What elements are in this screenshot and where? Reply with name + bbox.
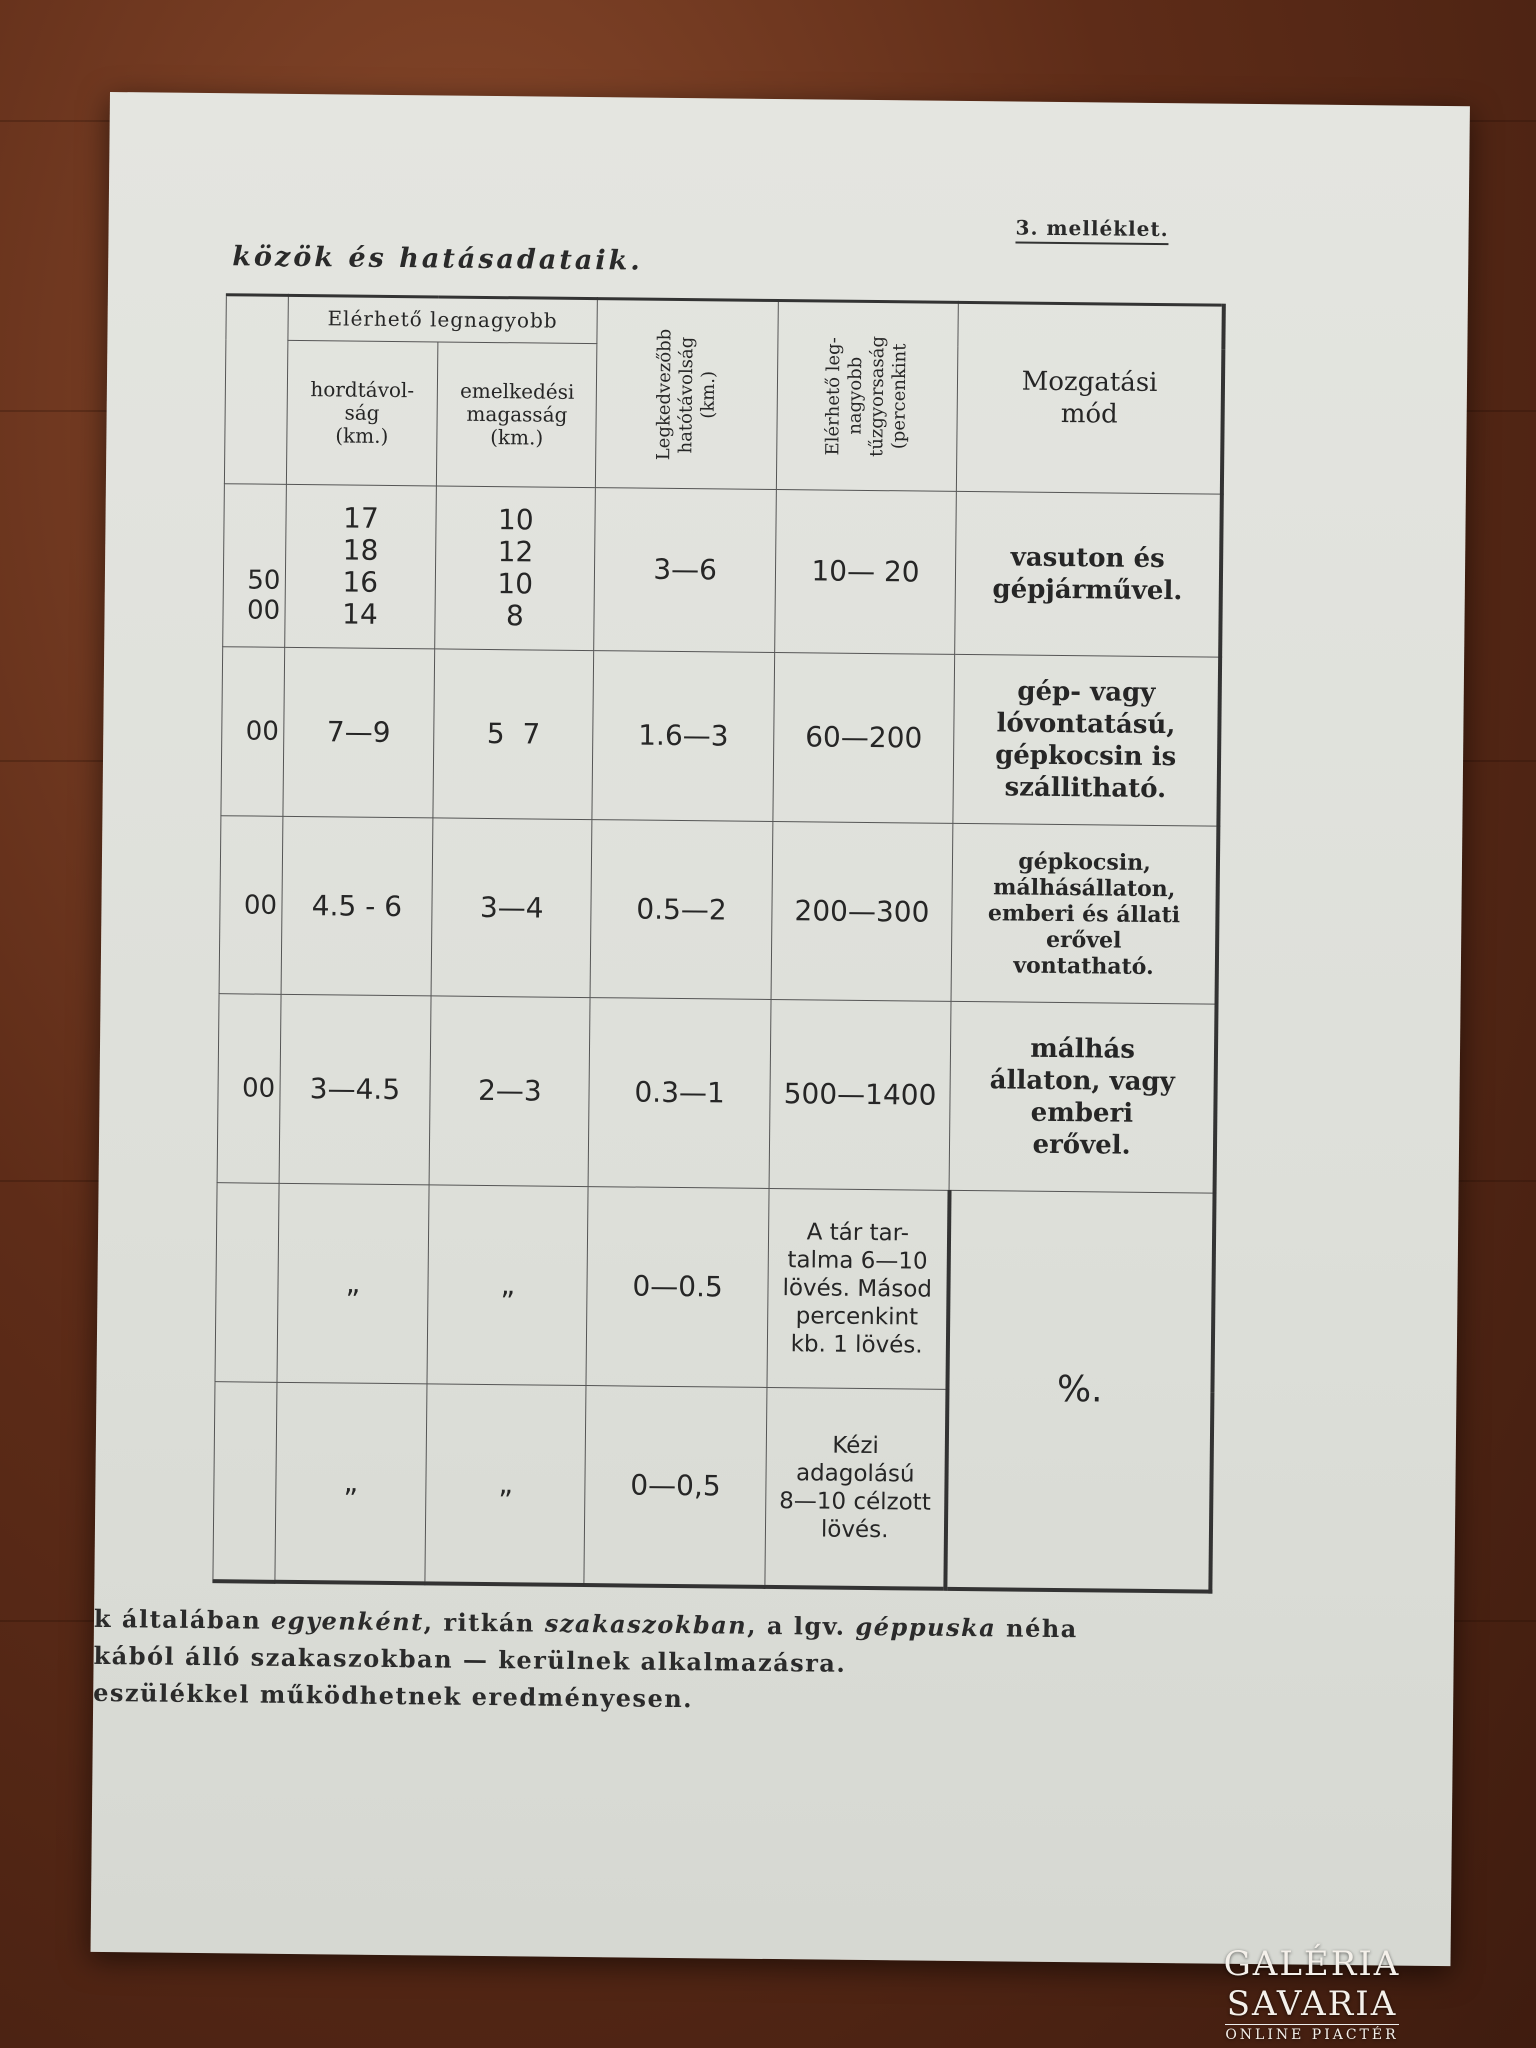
mode-cell: vasuton és gépjárművel. [955, 491, 1222, 657]
mode-cell: %. [945, 1191, 1214, 1592]
rate-cell: 10— 20 [774, 489, 956, 654]
rate-cell: A tár tar- talma 6—10 lövés. Másod percenkint kb. 1 lövés. [767, 1189, 949, 1390]
effective-cell: 0—0,5 [584, 1386, 766, 1587]
footnote-line-3: eszülékkel működhetnek eredményesen. [93, 1677, 694, 1714]
mode-cell: gépkocsin, málhásállaton, emberi és állati erővel vontatható. [951, 823, 1218, 1004]
clipped-cell [215, 1183, 279, 1383]
table-row [215, 1183, 1215, 1393]
footnote-emphasis: szakaszokban [544, 1608, 748, 1640]
header-rate [776, 301, 958, 492]
header-altitude: emelkedési magasság (km.) [437, 342, 598, 488]
clipped-cell: 00 [219, 815, 282, 994]
rate-cell: 60—200 [773, 653, 955, 823]
footnote-text: , ritkán [423, 1607, 545, 1638]
footnote-text: néha [996, 1613, 1078, 1644]
clipped-cell: 50 00 [223, 484, 286, 648]
altitude-cell: „ [425, 1384, 586, 1585]
header-rate-label: Elérhető leg- nagyobb tűzgyorsaság (percenkint [822, 335, 911, 458]
effective-cell: 0—0.5 [586, 1187, 768, 1388]
mode-cell: gép- vagy lóvontatású, gépkocsin is szállitható. [953, 655, 1220, 826]
footnotes [93, 1600, 1174, 1722]
table-row [221, 647, 1220, 826]
range-cell: 4.5 - 6 [281, 816, 434, 996]
annex-label: 3. melléklet. [1015, 215, 1168, 245]
altitude-cell: 3—4 [431, 818, 592, 998]
footnote-emphasis: géppuska [855, 1611, 997, 1643]
effective-cell: 1.6—3 [592, 651, 774, 821]
table-row [217, 994, 1216, 1193]
header-effective [596, 299, 778, 490]
table-row [223, 484, 1222, 658]
rate-cell: Kézi adagolású 8—10 célzott lövés. [765, 1388, 947, 1589]
footnote-text: , a lgv. [747, 1610, 856, 1641]
table-row [219, 815, 1218, 1004]
header-mode: Mozgatási mód [957, 302, 1224, 494]
clipped-cell: 00 [217, 994, 281, 1184]
footnote-line-2: kából álló szakaszokban — kerülnek alkalmazásra. [93, 1640, 847, 1678]
footnote-text: k általában [93, 1603, 272, 1635]
range-cell: 7—9 [282, 648, 434, 818]
altitude-cell: 5 7 [433, 649, 594, 819]
altitude-cell: „ [427, 1185, 588, 1386]
header-group: Elérhető legnagyobb [287, 295, 597, 343]
range-cell: „ [274, 1383, 427, 1584]
header-effective-label: Legkedvezőbb hatótávolság (km.) [653, 328, 720, 461]
data-table [212, 293, 1225, 1593]
clipped-cell: 00 [221, 647, 284, 816]
watermark [1142, 1944, 1482, 2043]
mode-cell: málhás állaton, vagy emberi erővel. [949, 1002, 1216, 1194]
range-cell: „ [277, 1184, 430, 1385]
rate-cell: 500—1400 [769, 1000, 951, 1191]
watermark-brand: GALÉRIA SAVARIA [1223, 1944, 1401, 2024]
altitude-cell: 10 12 10 8 [435, 486, 596, 651]
header-clipped [224, 295, 288, 485]
document-page [91, 92, 1470, 1966]
range-cell: 3—4.5 [279, 995, 432, 1185]
effective-cell: 0.5—2 [590, 819, 772, 1000]
footnote-emphasis: egyenként [270, 1605, 424, 1637]
effective-cell: 0.3—1 [588, 998, 770, 1189]
range-cell: 17 18 16 14 [284, 484, 436, 649]
header-range: hordtávol- ság (km.) [286, 340, 438, 486]
altitude-cell: 2—3 [429, 996, 590, 1187]
clipped-cell [213, 1382, 277, 1582]
page-title: közök és hatásadataik. [232, 241, 643, 277]
watermark-sub: ONLINE PIACTÉR [1225, 2024, 1398, 2043]
effective-cell: 3—6 [594, 487, 776, 652]
rate-cell: 200—300 [771, 821, 953, 1002]
